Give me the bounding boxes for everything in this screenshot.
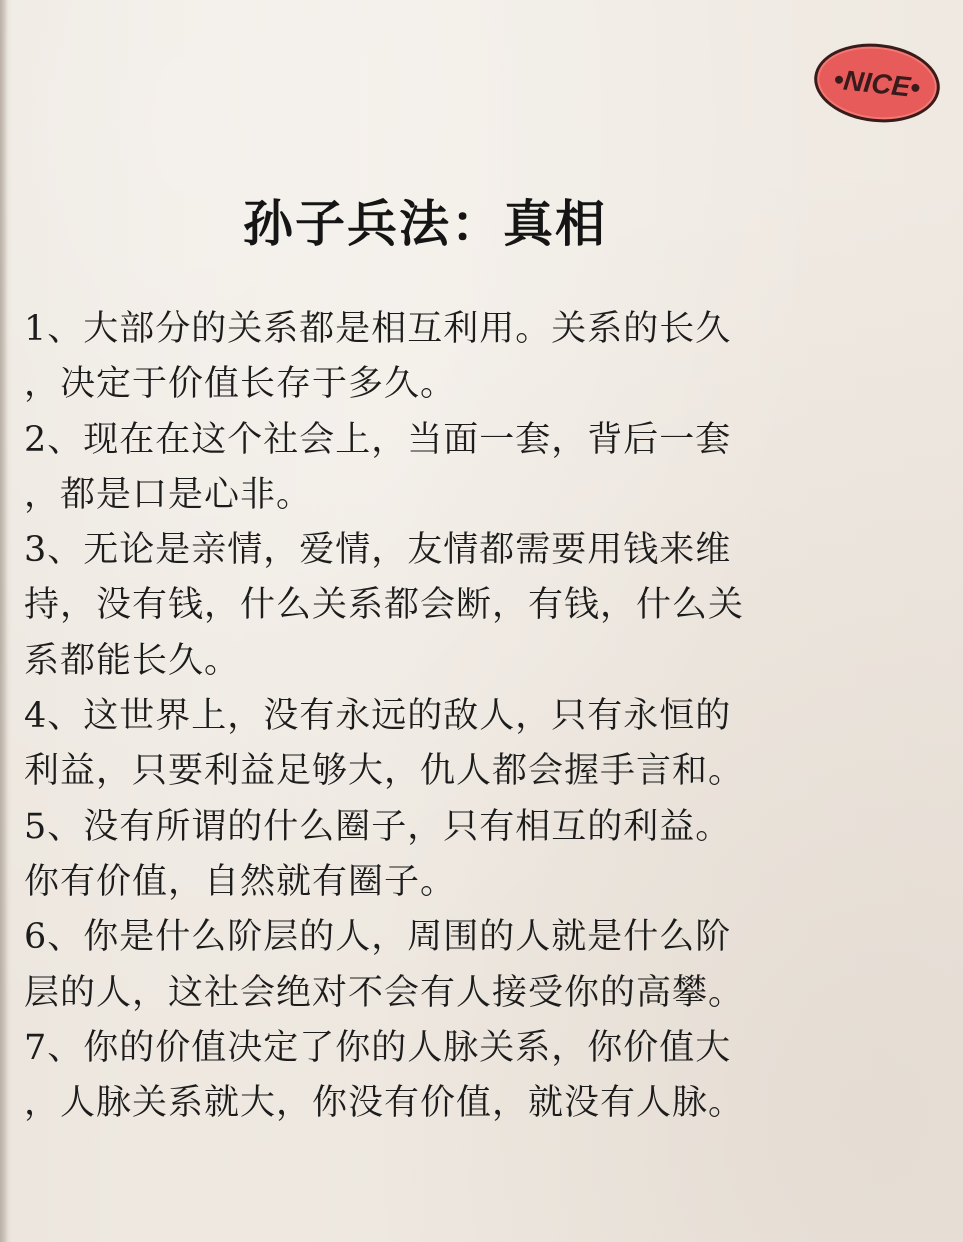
text-line: 4、这世界上，没有永远的敌人，只有永恒的 [24, 696, 732, 737]
text-line: 7、你的价值决定了你的人脉关系，你价值大 [24, 1027, 732, 1068]
text-line: ，决定于价值长存于多久。 [24, 364, 457, 405]
text-line: ，人脉关系就大，你没有价值，就没有人脉。 [24, 1083, 745, 1124]
text-line: 5、没有所谓的什么圈子，只有相互的利益。 [24, 806, 732, 847]
text-line: 持，没有钱，什么关系都会断，有钱，什么关 [24, 585, 745, 626]
text-line: 利益，只要利益足够大，仇人都会握手言和。 [24, 751, 745, 792]
text-line: 3、无论是亲情，爱情，友情都需要用钱来维 [24, 530, 732, 571]
text-line: 1、大部分的关系都是相互利用。关系的长久 [24, 309, 732, 349]
nice-stamp [810, 38, 943, 129]
text-line: 6、你是什么阶层的人，周围的人就是什么阶 [24, 917, 732, 958]
text-line: 层的人，这社会绝对不会有人接受你的高攀。 [24, 972, 745, 1013]
nice-stamp-graphic [814, 41, 941, 125]
nice-stamp-text: •NICE• [832, 63, 922, 104]
page-title: 孙子兵法：真相 [243, 194, 607, 253]
text-line: 系都能长久。 [24, 640, 241, 681]
text-line: 2、现在在这个社会上，当面一套，背后一套 [24, 419, 732, 460]
truth-list [24, 302, 924, 1131]
text-line: 你有价值，自然就有圈子。 [24, 861, 457, 902]
text-line: ，都是口是心非。 [24, 474, 313, 515]
